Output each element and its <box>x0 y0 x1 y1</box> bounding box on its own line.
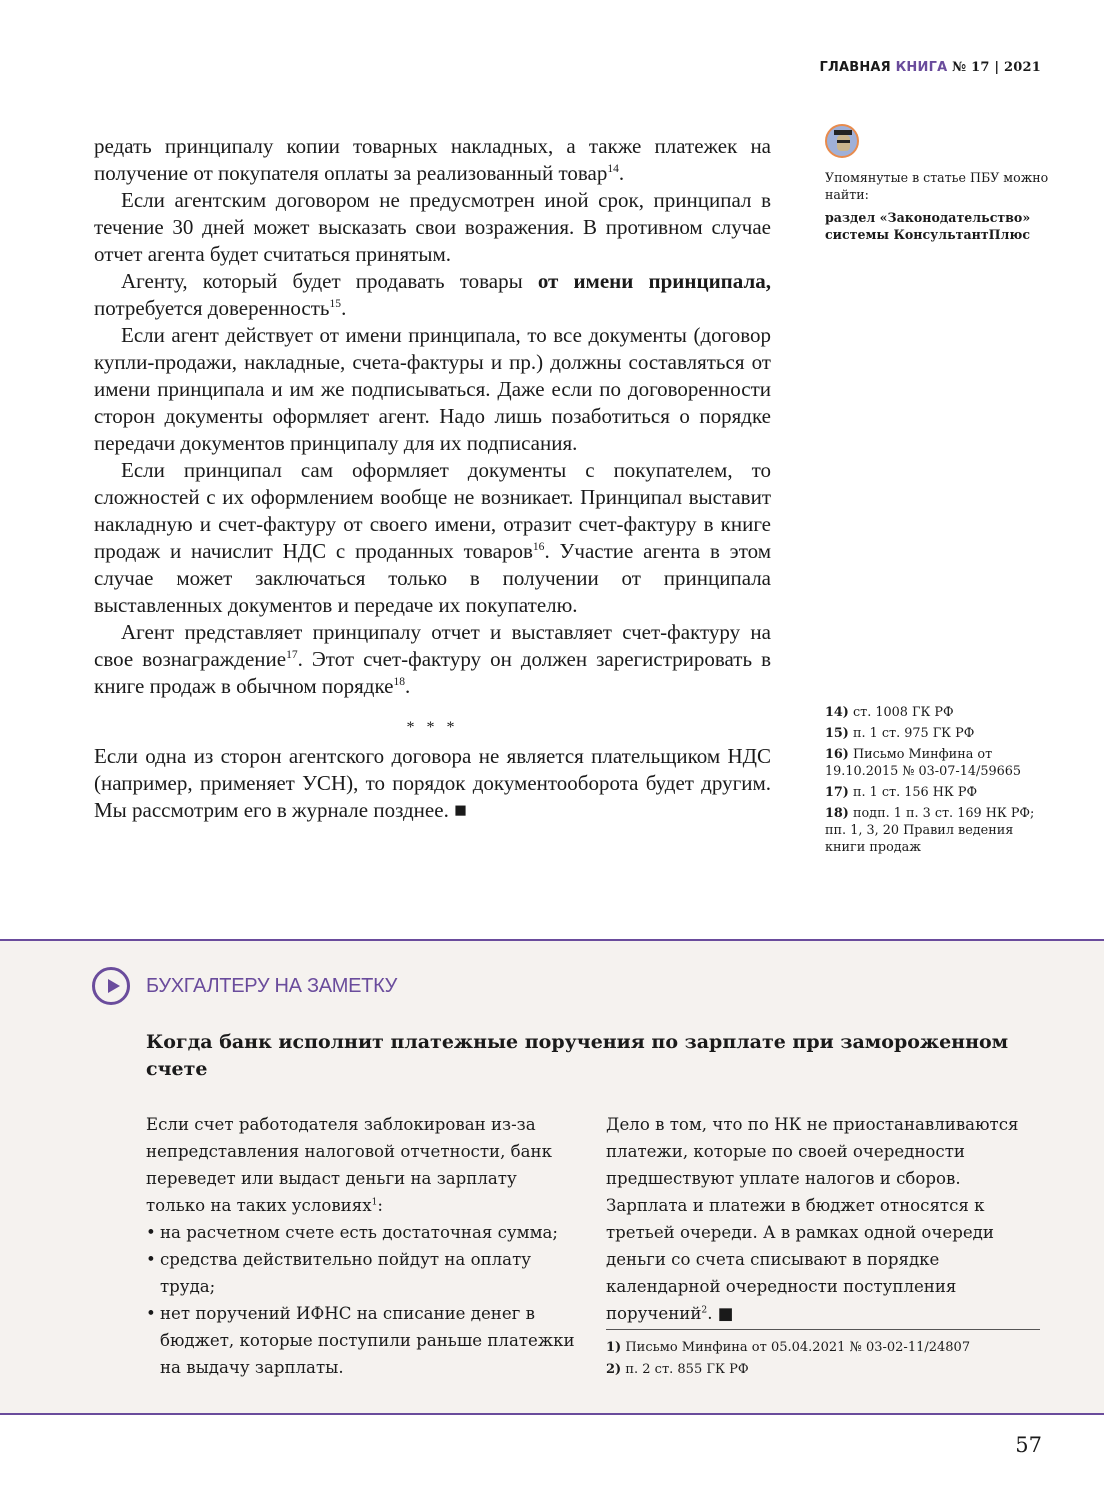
brand-text: ГЛАВНАЯ <box>819 60 891 75</box>
note-right-column: Дело в том, что по НК не приостанавливаются платежи, которые по своей очередности предшествуют уплате налогов и сборов. Зарплата и платежи в бюджет относятся к третьей очереди. А в рамках одной очереди деньги со счета списывают в порядке календарной очередности поступления поручений$^2$. ■ <box>606 1115 1019 1323</box>
paragraph: редать принципалу копии товарных накладных, а также платежек на получение от покупателя оплаты за реализованный товар$^{14}$. <box>94 134 771 185</box>
footnote: 18) подп. 1 п. 3 ст. 169 НК РФ; пп. 1, 3, 20 Правил ведения книги продаж <box>825 806 1035 855</box>
expert-avatar-icon <box>825 124 859 158</box>
bullet-item: • на расчетном счете есть достаточная сумма; <box>146 1219 576 1246</box>
sidebar-note: Упомянутые в статье ПБУ можно найти: <box>825 170 1049 202</box>
bullet-item: • нет поручений ИФНС на списание денег в бюджет, которые поступили раньше платежки на выдачу зарплаты. <box>146 1300 576 1381</box>
running-header <box>819 60 1041 75</box>
note-footnotes <box>606 1329 1040 1381</box>
footnotes <box>825 704 1055 860</box>
article-body <box>94 133 771 824</box>
paragraph: Если одна из сторон агентского договора не является плательщиком НДС (например, применяет УСН), то порядок документооборота будет другим. Мы рассмотрим его в журнале позднее. ■ <box>94 744 771 822</box>
paragraph: Агент представляет принципалу отчет и выставляет счет-фактуру на свое вознаграждение$^{17}$. Этот счет-фактуру он должен зарегистрировать в книге продаж в обычном порядке$^{18}$. <box>94 620 771 698</box>
sidebar-source: раздел «Законодательство» системы КонсультантПлюс <box>825 210 1031 242</box>
footnote: 14) ст. 1008 ГК РФ <box>825 705 954 720</box>
footnote: 16) Письмо Минфина от 19.10.2015 № 03-07-14/59665 <box>825 747 1022 779</box>
bullet-item: • средства действительно пойдут на оплату труда; <box>146 1246 576 1300</box>
footnote: 15) п. 1 ст. 975 ГК РФ <box>825 726 975 741</box>
note-box <box>0 939 1104 1415</box>
issue-number: № 17 | 2021 <box>952 60 1041 75</box>
note-heading: Когда банк исполнит платежные поручения по зарплате при замороженном счете <box>146 1031 1009 1080</box>
separator: * * * <box>406 719 459 736</box>
paragraph: Если агент действует от имени принципала, то все документы (договор купли-продажи, накладные, счета-фактуры и пр.) должны составляться от имени принципала и им же подписываться. Даже если по договоренности сторон документы оформляет агент. Надо лишь позаботиться о порядке передачи документов принципалу для их подписания. <box>94 323 771 455</box>
footnote: 17) п. 1 ст. 156 НК РФ <box>825 785 978 800</box>
play-icon <box>92 967 130 1005</box>
footnote: 2) п. 2 ст. 855 ГК РФ <box>606 1362 749 1377</box>
paragraph: Агенту, который будет продавать товары от имени принципала, потребуется доверенность$^{15}$. <box>94 269 771 320</box>
note-left-column: Если счет работодателя заблокирован из-за непредставления налоговой отчетности, банк переведет или выдаст деньги на зарплату только на таких условиях$^1$: • на расчетном счете есть достаточная сумма; • средства действительно пойдут на оплату труда; • нет поручений ИФНС на списание денег в бюджет, которые поступили раньше платежки на выдачу зарплаты. <box>146 1111 576 1381</box>
brand-accent: КНИГА <box>895 60 948 75</box>
paragraph: Если принципал сам оформляет документы с покупателем, то сложностей с их оформлением вообще не возникает. Принципал выставит накладную и счет-фактуру от своего имени, отразит счет-фактуру в книге продаж и начислит НДС с проданных товаров$^{16}$. Участие агента в этом случае может заключаться только в получении от принципала выставленных документов и передаче их покупателю. <box>94 458 771 617</box>
section-title: БУХГАЛТЕРУ НА ЗАМЕТКУ <box>146 975 398 997</box>
paragraph: Если агентским договором не предусмотрен иной срок, принципал в течение 30 дней может высказать свои возражения. В противном случае отчет агента будет считаться принятым. <box>94 188 771 266</box>
footnote: 1) Письмо Минфина от 05.04.2021 № 03-02-11/24807 <box>606 1340 971 1355</box>
page-number: 57 <box>1015 1433 1042 1457</box>
